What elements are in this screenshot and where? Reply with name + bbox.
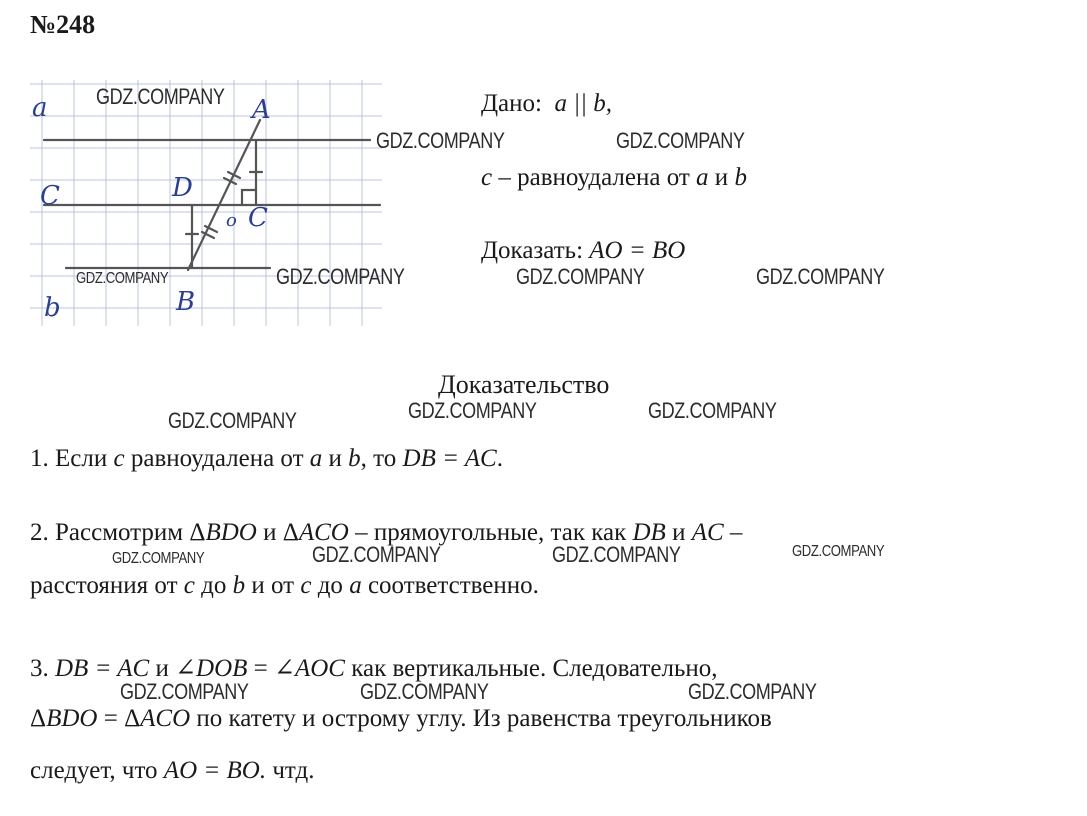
text: расстояния от <box>30 572 178 599</box>
watermark: GDZ.COMPANY <box>120 679 249 704</box>
text: и <box>328 445 342 472</box>
triangle-aco: ACO <box>298 519 349 546</box>
var-a: a <box>349 572 362 599</box>
label-B: B <box>176 287 196 317</box>
given-line-2 <box>481 164 747 192</box>
text: 1. Если <box>30 445 108 472</box>
watermark: GDZ.COMPANY <box>648 398 777 423</box>
text: по катету и острому углу. Из равенства треугольников <box>196 705 772 732</box>
var-a: a <box>309 445 323 472</box>
watermark: GDZ.COMPANY <box>516 264 645 289</box>
watermark: GDZ.COMPANY <box>688 679 817 704</box>
watermark: GDZ.COMPANY <box>376 128 505 153</box>
watermark: GDZ.COMPANY <box>552 542 681 567</box>
problem-number: №248 <box>30 10 96 39</box>
label-b: b <box>44 293 61 323</box>
label-c: C <box>40 181 60 211</box>
label-A: A <box>252 95 271 125</box>
step-1 <box>30 445 503 473</box>
var-c: c <box>113 445 125 472</box>
text: и <box>672 519 686 546</box>
var-db: DB <box>632 519 666 546</box>
given-expr: a || b, <box>554 90 612 117</box>
var-a: a <box>696 164 709 191</box>
text: 2. Рассмотрим Δ <box>30 519 206 546</box>
var-b: b <box>232 572 246 599</box>
text: чтд. <box>272 757 315 784</box>
triangle-bdo: BDO <box>205 519 257 546</box>
proof-heading: Доказательство <box>438 370 610 399</box>
text: 3. <box>30 655 49 682</box>
text: = Δ <box>103 705 141 732</box>
text: и Δ <box>263 519 299 546</box>
prove-expr: AO = BO <box>589 237 686 264</box>
watermark: GDZ.COMPANY <box>76 270 169 287</box>
watermark: GDZ.COMPANY <box>96 84 225 109</box>
var-c: c <box>481 164 493 191</box>
text: следует, что <box>30 757 158 784</box>
label-D: D <box>172 173 193 203</box>
var-b: b <box>348 445 361 472</box>
text: соответственно. <box>367 572 539 599</box>
watermark: GDZ.COMPANY <box>756 264 885 289</box>
label-a: a <box>32 93 48 123</box>
watermark: GDZ.COMPANY <box>616 128 745 153</box>
watermark: GDZ.COMPANY <box>276 264 405 289</box>
step-3-line-2 <box>30 705 772 733</box>
watermark: GDZ.COMPANY <box>112 550 205 567</box>
text: равноудалена от <box>130 445 304 472</box>
watermark: GDZ.COMPANY <box>312 542 441 567</box>
text: – прямоугольные, так как <box>355 519 627 546</box>
text: – равноудалена от <box>498 164 690 191</box>
text: до <box>201 572 227 599</box>
text: – <box>729 519 743 546</box>
triangle-aco: ACO <box>140 705 191 732</box>
text: как вертикальные. Следовательно, <box>351 655 718 682</box>
step-2-line-2 <box>30 572 539 600</box>
watermark: GDZ.COMPANY <box>360 679 489 704</box>
text: и ∠ <box>155 655 197 682</box>
text: до <box>317 572 343 599</box>
text: и от <box>251 572 295 599</box>
expr: AO = BO. <box>163 757 267 784</box>
expr: DB = AC <box>55 655 150 682</box>
prove-line <box>481 237 685 265</box>
text: и <box>714 164 729 191</box>
text: , то <box>360 445 397 472</box>
triangle-bdo: BDO <box>46 705 98 732</box>
text: . <box>496 445 503 472</box>
prove-label: Доказать: <box>481 237 584 264</box>
geometry-figure <box>30 80 390 330</box>
label-C: C <box>248 203 268 233</box>
var-c: c <box>300 572 312 599</box>
var-c: c <box>183 572 195 599</box>
expr: DB = AC <box>402 445 497 472</box>
watermark: GDZ.COMPANY <box>792 543 885 560</box>
step-3-line-3 <box>30 757 314 785</box>
var-b: b <box>734 164 747 191</box>
segment-ab <box>188 120 260 270</box>
text: = ∠ <box>253 655 295 682</box>
given-line-1 <box>481 90 612 118</box>
label-o: o <box>226 210 237 231</box>
angle-dob: DOB <box>196 655 248 682</box>
watermark: GDZ.COMPANY <box>408 398 537 423</box>
angle-aoc: AOC <box>294 655 345 682</box>
var-ac: AC <box>691 519 724 546</box>
watermark: GDZ.COMPANY <box>168 408 297 433</box>
text: Δ <box>30 705 47 732</box>
given-label: Дано: <box>481 90 542 117</box>
